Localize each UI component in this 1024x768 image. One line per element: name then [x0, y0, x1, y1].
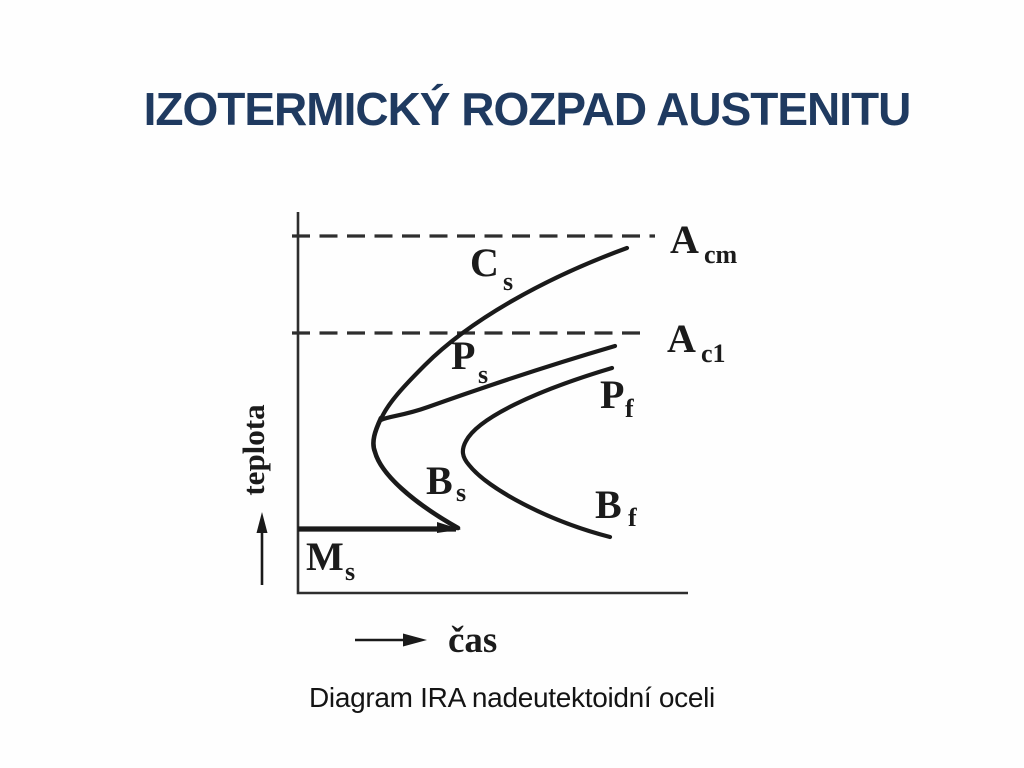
label-bs-sub: s: [456, 478, 467, 507]
x-axis-label: čas: [448, 620, 498, 661]
curve-pf-bf: [463, 368, 612, 537]
figure-caption: Diagram IRA nadeutektoidní oceli: [309, 682, 715, 713]
label-ms-sub: s: [345, 557, 356, 586]
label-ac1-sub: c1: [701, 339, 726, 368]
label-ps-sub: s: [478, 360, 489, 389]
label-ps-main: P: [451, 333, 476, 378]
label-bf-sub: f: [628, 503, 637, 532]
label-ms-main: M: [306, 534, 344, 579]
slide-title: IZOTERMICKÝ ROZPAD AUSTENITU: [143, 83, 911, 135]
y-axis-label: teplota: [236, 404, 271, 496]
label-cs-sub: s: [503, 267, 514, 296]
ira-diagram: [220, 190, 760, 680]
label-acm-main: A: [670, 217, 699, 262]
label-pf-main: P: [600, 372, 625, 417]
x-axis-arrow-icon: [355, 634, 427, 647]
label-cs-main: C: [470, 240, 499, 285]
y-axis-arrow-icon: [257, 512, 268, 585]
label-bf-main: B: [595, 482, 622, 527]
label-pf-sub: f: [625, 394, 634, 423]
curve-ps: [381, 346, 615, 420]
label-ac1-main: A: [667, 316, 696, 361]
label-bs-main: B: [426, 458, 453, 503]
label-acm-sub: cm: [704, 240, 738, 269]
